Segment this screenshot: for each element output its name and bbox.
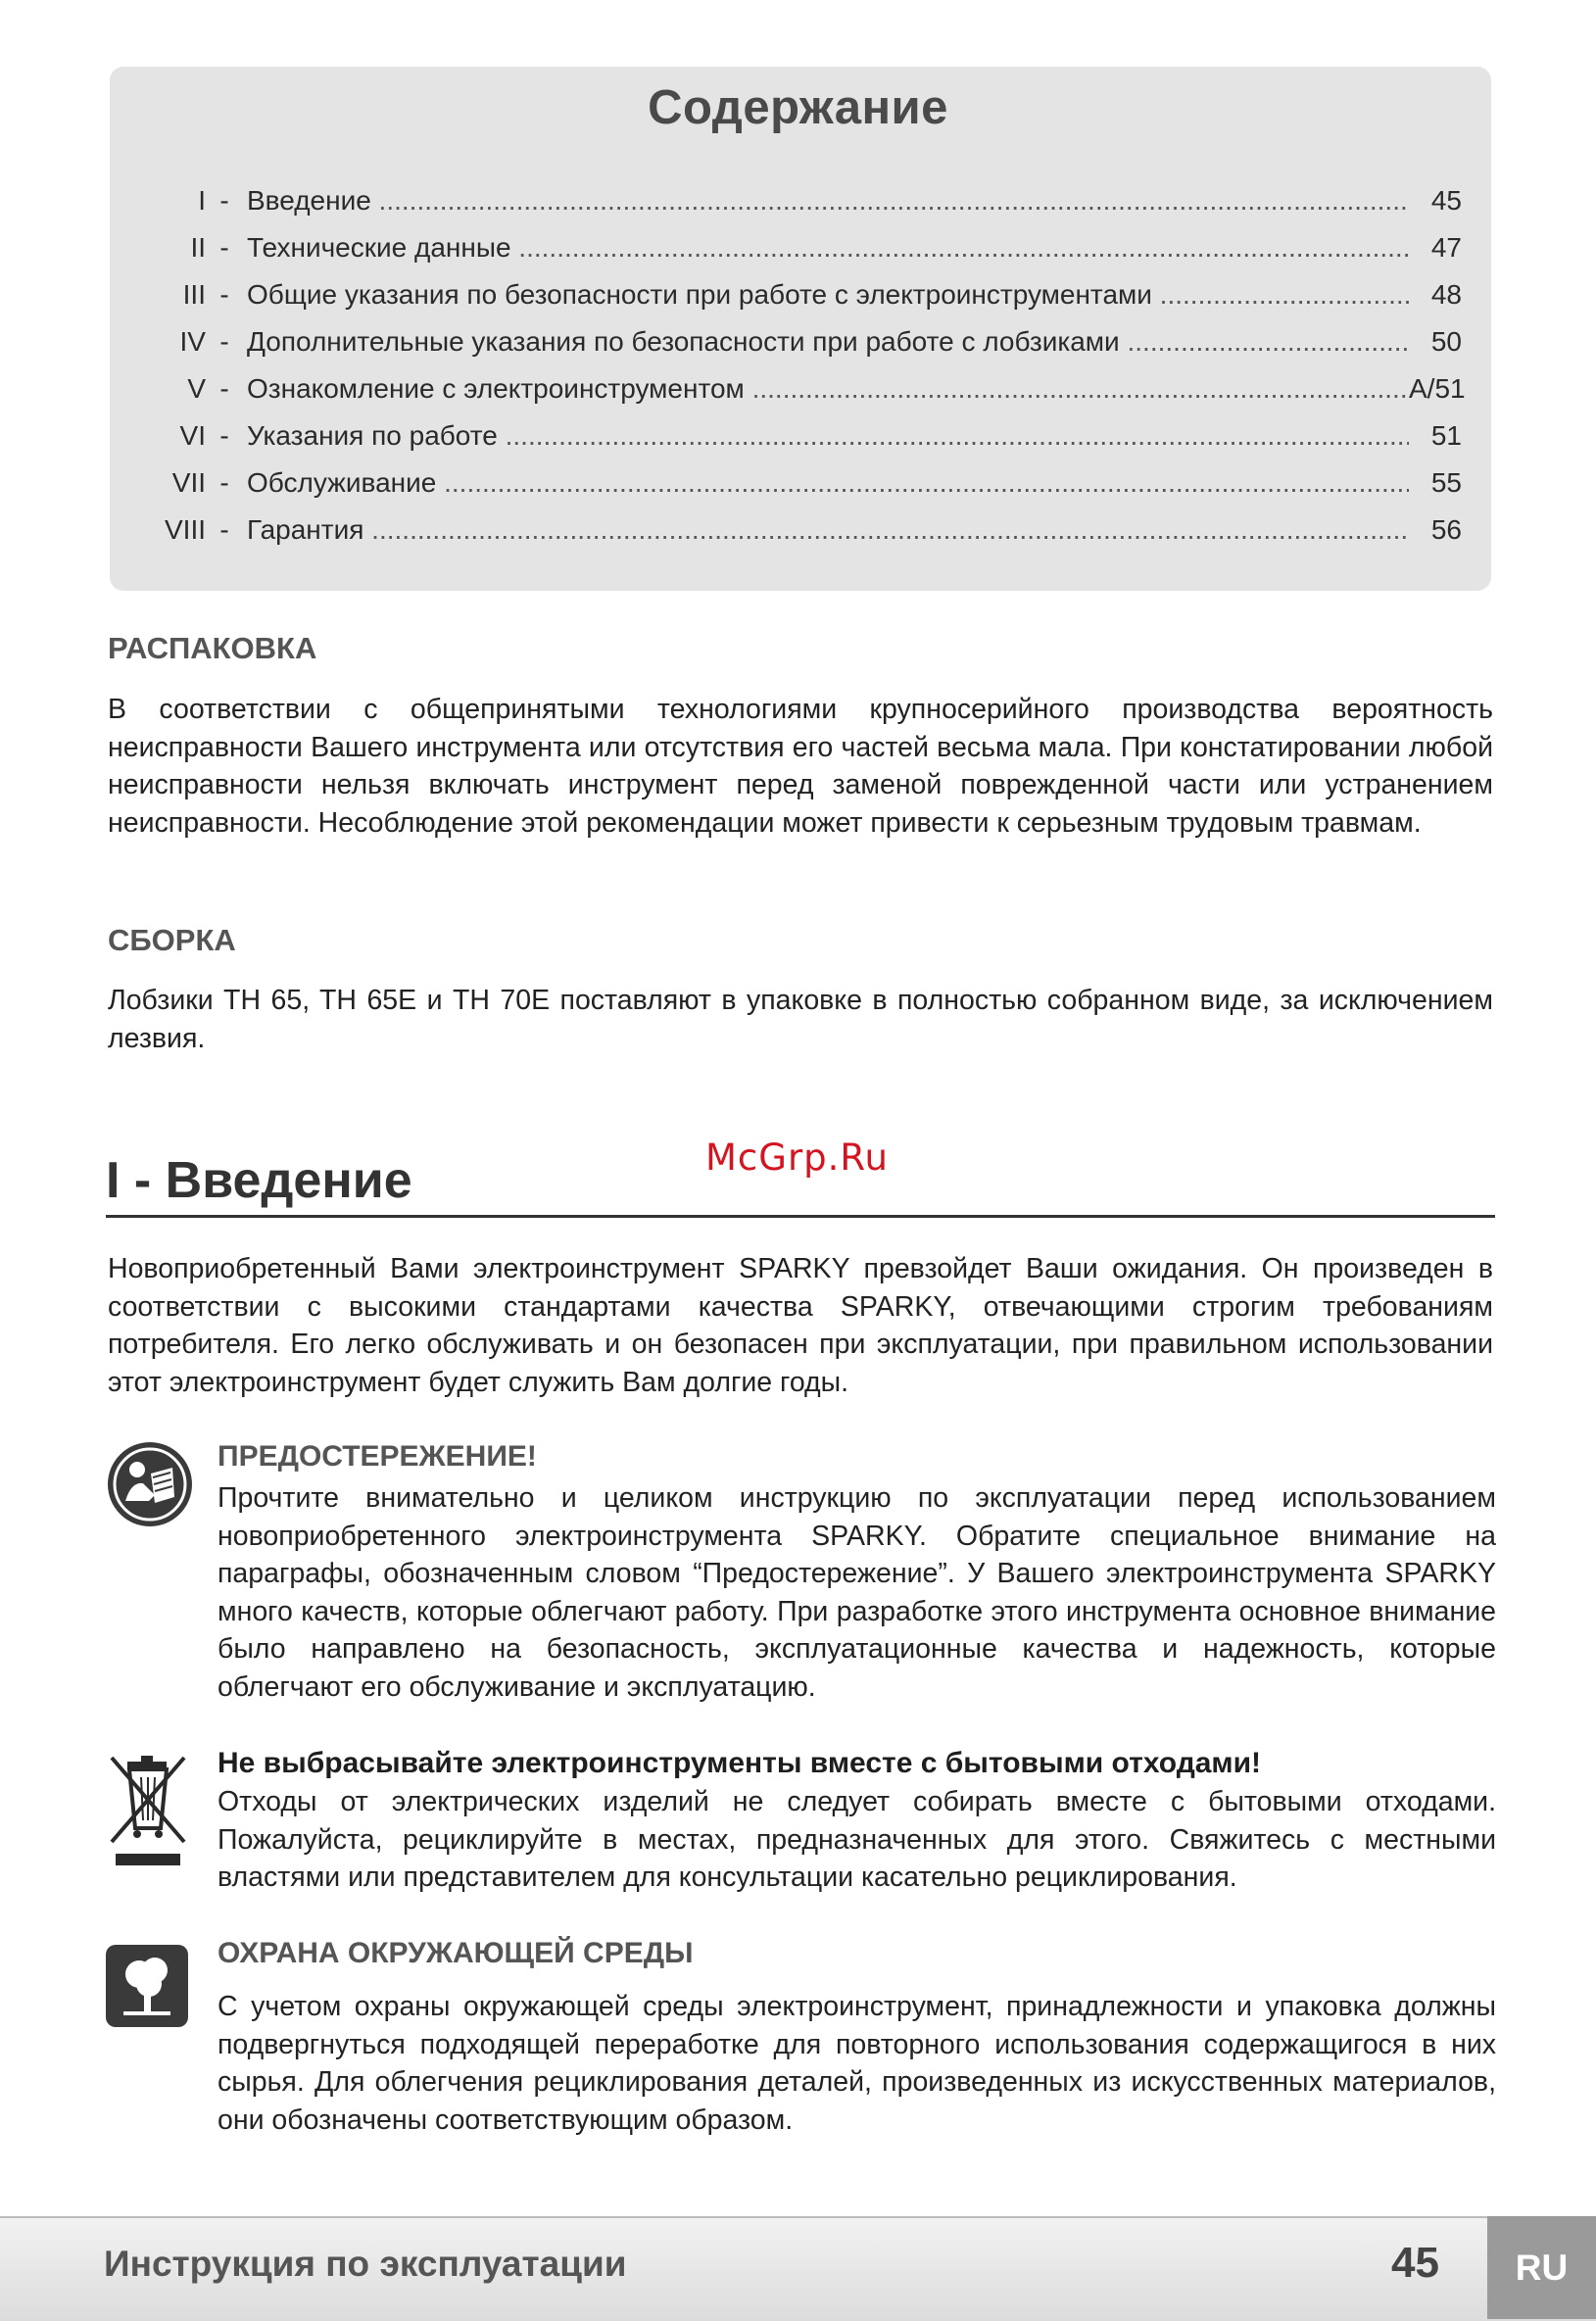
toc-item-number: V xyxy=(187,373,206,404)
toc-item-label: Гарантия ..... xyxy=(247,510,1409,550)
toc-item-label: Ознакомление с электроинструментом ..... xyxy=(247,369,1409,409)
disposal-heading: Не выбрасывайте электроинструменты вместе с бытовыми отходами! xyxy=(218,1747,1262,1779)
watermark-link[interactable]: McGrp.Ru xyxy=(705,1136,889,1179)
toc-item[interactable] xyxy=(127,416,1462,456)
toc-item-separator: - xyxy=(219,185,229,216)
toc-item-separator: - xyxy=(219,373,229,404)
toc-item-page: 56 xyxy=(1409,510,1462,550)
footer-title: Инструкция по эксплуатации xyxy=(104,2244,627,2284)
tree-icon xyxy=(106,1945,188,2027)
toc-item[interactable] xyxy=(127,228,1462,267)
toc-item-separator: - xyxy=(219,467,229,498)
assembly-text: Лобзики TH 65, TH 65E и TH 70E поставляют в упаковке в полностью собранном виде, за исключением лезвия. xyxy=(108,985,1493,1054)
unpacking-text: В соответствии с общепринятыми технологиями крупносерийного производства вероятность неисправности Вашего инструмента или отсутствия его частей весьма мала. При констатировании любой неисправности нельзя включать инструмент перед заменой поврежденной части или устранением неисправности. Несоблюдение этой рекомендации может привести к серьезным трудовым травмам. xyxy=(108,694,1493,839)
toc-item-number: I xyxy=(198,185,206,216)
toc-item-page: 48 xyxy=(1409,275,1462,314)
toc-item-label: Технические данные ..... xyxy=(247,228,1409,267)
toc-item-separator: - xyxy=(219,279,229,310)
toc-item-number: VI xyxy=(179,420,206,451)
toc-title: Содержание xyxy=(648,81,948,134)
chapter-divider xyxy=(106,1215,1495,1218)
toc-item-number: VII xyxy=(171,467,206,498)
language-badge: RU xyxy=(1487,2216,1596,2319)
toc-item[interactable] xyxy=(127,181,1462,220)
toc-item[interactable] xyxy=(127,369,1466,409)
toc-item-separator: - xyxy=(219,326,229,357)
toc-item-number: VIII xyxy=(164,514,206,545)
unpacking-heading: РАСПАКОВКА xyxy=(108,631,317,665)
toc-item-label: Общие указания по безопасности при работе с электроинструментами ..... xyxy=(247,275,1409,314)
toc-item-page: 47 xyxy=(1409,228,1462,267)
environment-heading: ОХРАНА ОКРУЖАЮЩЕЙ СРЕДЫ xyxy=(218,1937,694,1969)
toc-item-page: 45 xyxy=(1409,181,1462,220)
toc-item-separator: - xyxy=(219,514,229,545)
toc-item-label: Введение ..... xyxy=(247,181,1409,220)
toc-item-separator: - xyxy=(219,232,229,263)
toc-item-page: 55 xyxy=(1409,463,1462,503)
toc-item-separator: - xyxy=(219,420,229,451)
toc-item-label: Дополнительные указания по безопасности при работе с лобзиками ..... xyxy=(247,322,1409,362)
toc-item[interactable] xyxy=(127,275,1462,314)
read-manual-icon xyxy=(106,1440,194,1528)
disposal-text: Отходы от электрических изделий не следует собирать вместе с бытовыми отходами. Пожалуйста, рециклируйте в местах, предназначенных для этого. Свяжитесь с местными властями или представителем для консультации касательно рециклирования. xyxy=(218,1786,1496,1893)
toc-item-page: 51 xyxy=(1409,416,1462,456)
warning-heading: ПРЕДОСТЕРЕЖЕНИЕ! xyxy=(218,1440,537,1473)
toc-item[interactable] xyxy=(127,463,1462,503)
environment-text: С учетом охраны окружающей среды электроинструмент, принадлежности и упаковка должны подвергнуться подходящей переработке для повторного использования содержащигося в них сырья. Для облегчения рециклирования деталей, произведенных из искусственных материалов, они обозначены соответствующим образом. xyxy=(218,1991,1496,2136)
toc-item[interactable] xyxy=(127,322,1462,362)
toc-item-label: Обслуживание ..... xyxy=(247,463,1409,503)
toc-item-page: A/51 xyxy=(1409,369,1462,409)
toc-item-label: Указания по работе ..... xyxy=(247,416,1409,456)
toc-item-page: 50 xyxy=(1409,322,1462,362)
assembly-heading: СБОРКА xyxy=(108,923,236,957)
warning-text: Прочтите внимательно и целиком инструкцию по эксплуатации перед использованием новоприобретенного электроинструмента SPARKY. Обратите специальное внимание на параграфы, обозначенным словом “Предостережение”. У Вашего электроинструмента SPARKY много качеств, которые облегчают работу. При разработке этого инструмента основное внимание было направлено на безопасность, эксплуатационные качества и надежность, которые облегчают его обслуживание и эксплуатацию. xyxy=(218,1482,1496,1703)
intro-text: Новоприобретенный Вами электроинструмент SPARKY превзойдет Ваши ожидания. Он произведен в соответствии с высокими стандартами качества SPARKY, отвечающими строгим требованиям потребителя. Его легко обслуживать и он безопасен при эксплуатации, при правильном использовании этот электроинструмент будет служить Вам долгие годы. xyxy=(108,1253,1493,1398)
toc-item-number: IV xyxy=(179,326,206,357)
crossed-bin-icon xyxy=(106,1752,190,1869)
toc-item-number: II xyxy=(190,232,206,263)
chapter-title: I - Введение xyxy=(106,1152,412,1209)
page-number: 45 xyxy=(1391,2239,1439,2287)
toc-item-number: III xyxy=(182,279,206,310)
toc-item[interactable] xyxy=(127,510,1462,550)
